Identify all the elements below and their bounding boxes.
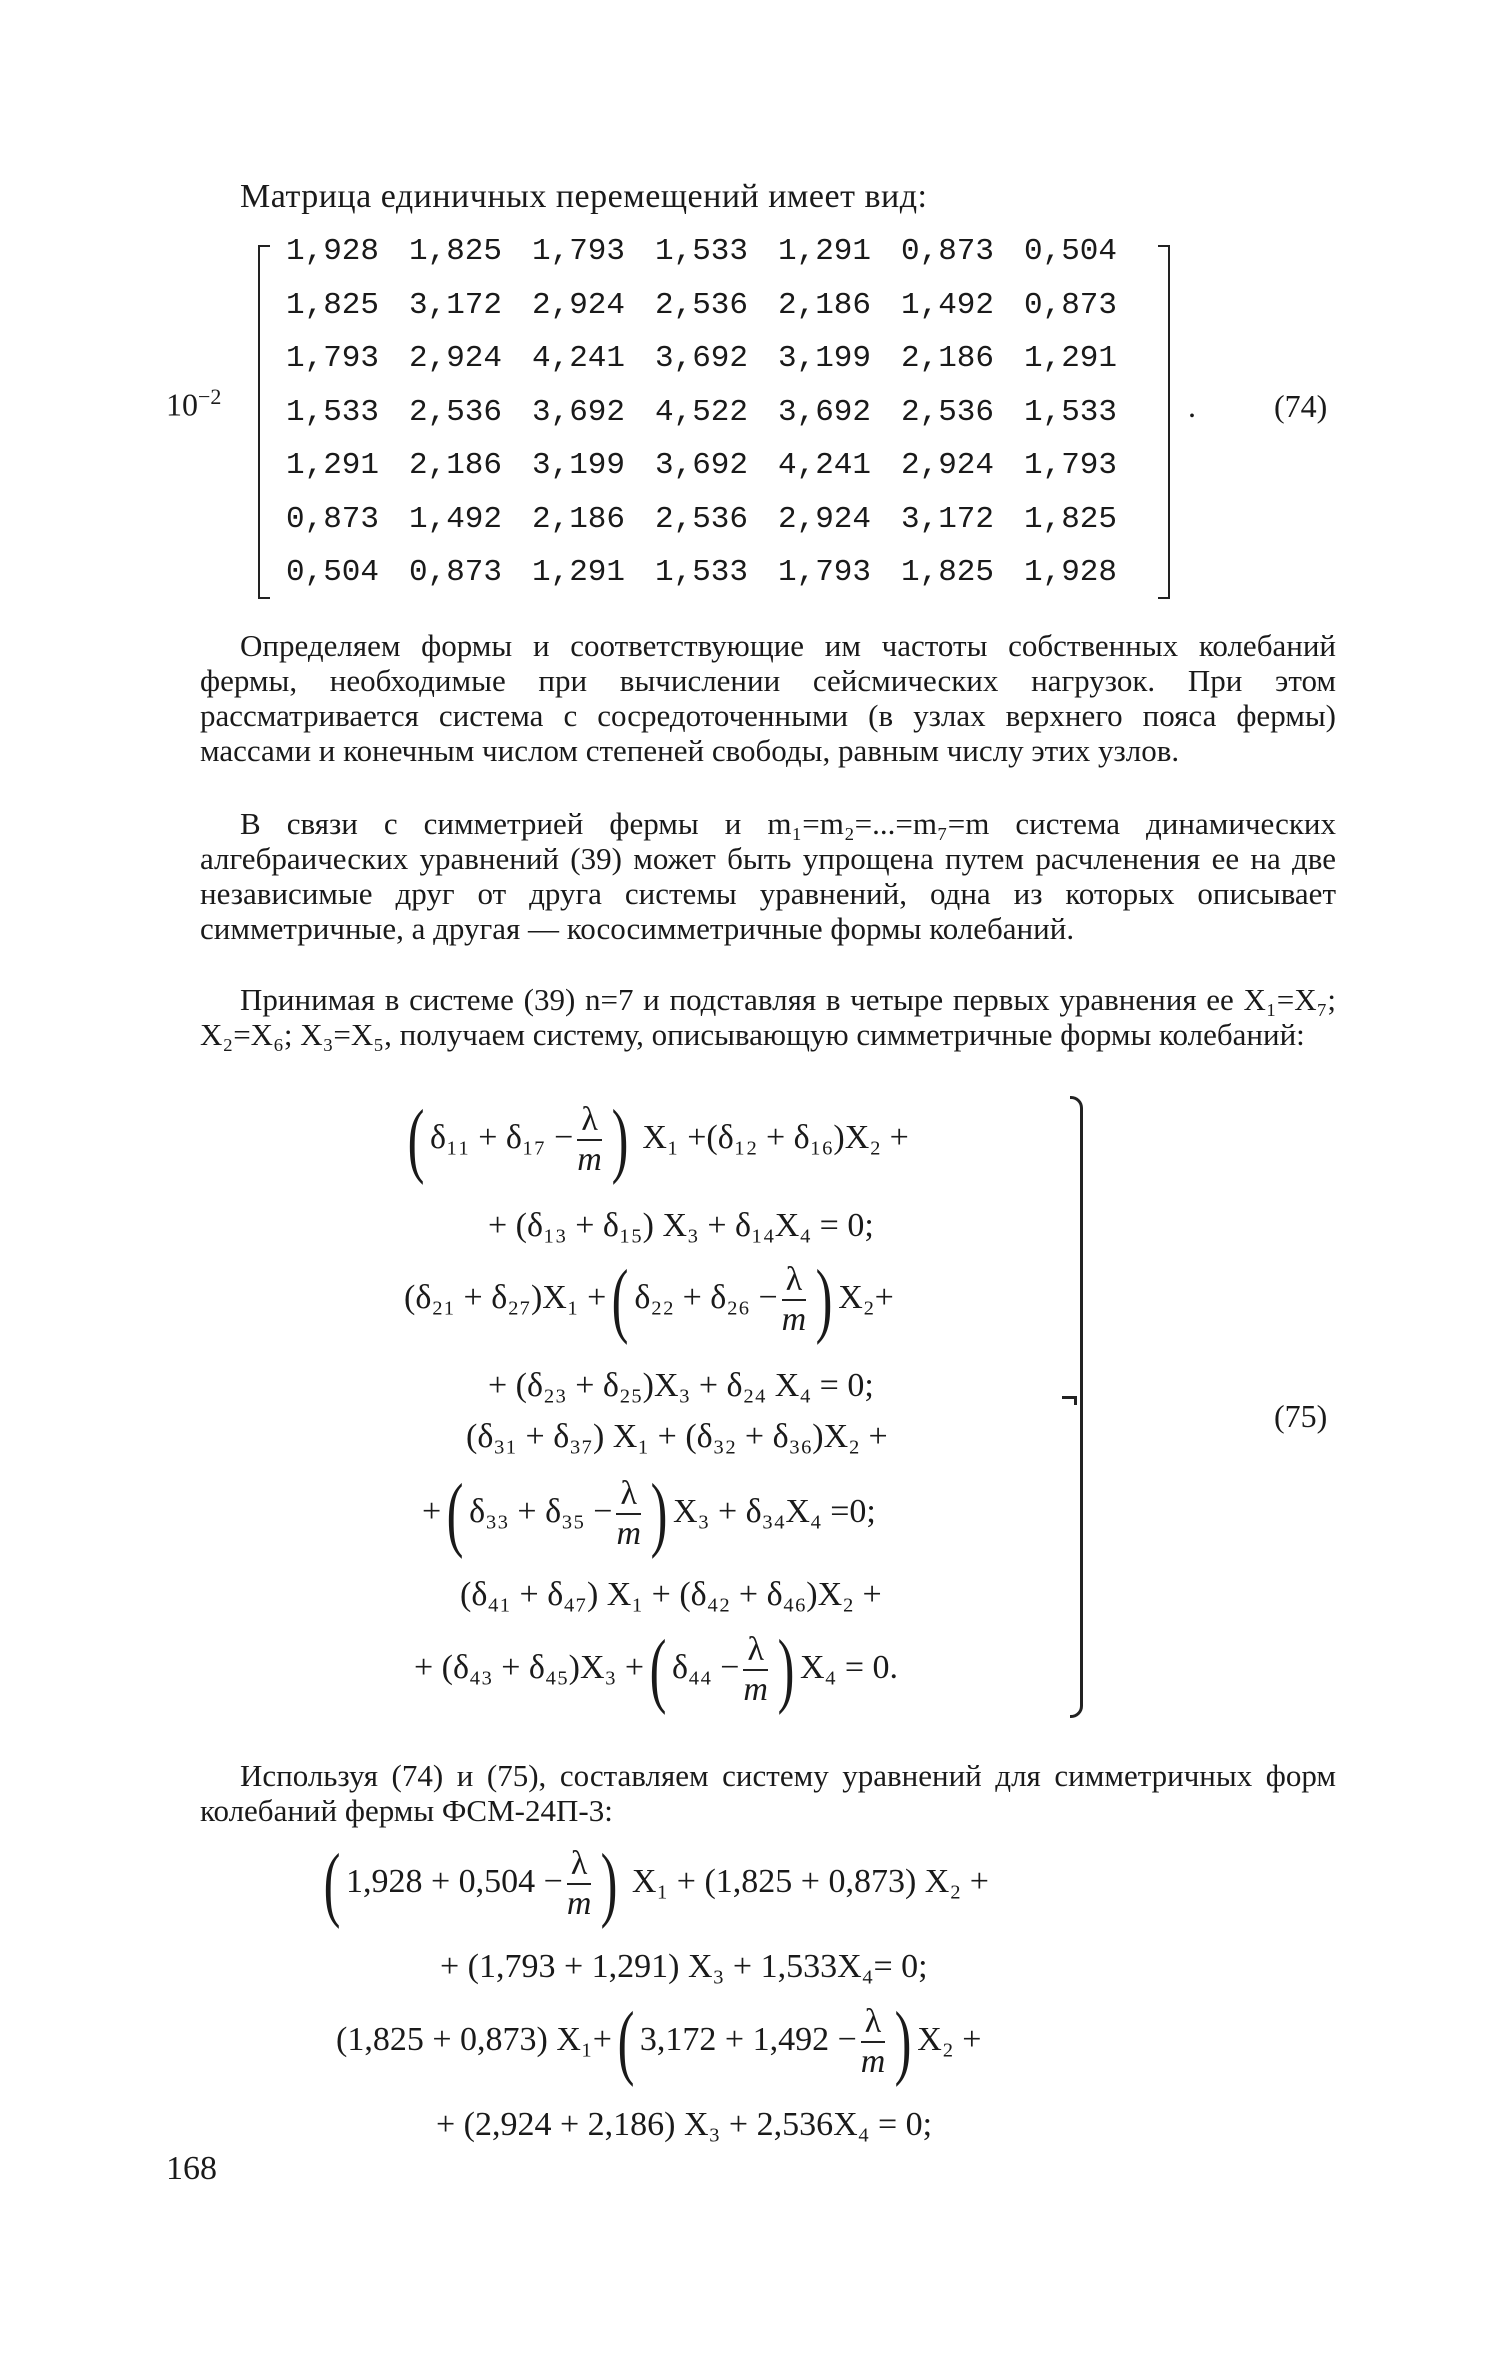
matrix-cell: 0,873 bbox=[1024, 287, 1118, 323]
final-eq-line-2: + (1,793 + 1,291) X₃ + 1,533X₄= 0; bbox=[440, 1948, 928, 1985]
unit-displacement-matrix bbox=[258, 225, 1170, 607]
paragraph-4-text: Используя (74) и (75), составляем систему уравнений для симметричных форм колебаний фермы ФСМ-24П-3: bbox=[200, 1758, 1336, 1828]
final-eq-line-3: (1,825 + 0,873) X₁+( 3,172 + 1,492 − $\frac{\lambda}{m}$ ) X₂ + bbox=[336, 1995, 982, 2088]
matrix-cell: 1,928 bbox=[1024, 555, 1118, 591]
matrix-right-bracket bbox=[1158, 245, 1170, 599]
matrix-cell: 2,924 bbox=[409, 341, 503, 377]
matrix-cell: 0,873 bbox=[409, 555, 503, 591]
final-eq-line-4: + (2,924 + 2,186) X₃ + 2,536X₄ = 0; bbox=[436, 2106, 933, 2143]
matrix-cell: 1,291 bbox=[286, 448, 380, 484]
matrix-cell: 3,692 bbox=[778, 394, 872, 430]
lambda-over-m: $\frac{\lambda}{m}$ bbox=[860, 2003, 886, 2080]
matrix-cell: 1,928 bbox=[286, 234, 380, 270]
matrix-cell: 1,533 bbox=[286, 394, 380, 430]
equation-number-75: (75) bbox=[1274, 1398, 1328, 1434]
lambda-over-m: $\frac{\lambda}{m}$ bbox=[616, 1475, 642, 1552]
equation-number-74: (74) bbox=[1274, 388, 1328, 424]
matrix-cell: 2,924 bbox=[901, 448, 995, 484]
eq75-line-2: + (δ₁₃ + δ₁₅) X₃ + δ₁₄X₄ = 0; bbox=[488, 1207, 874, 1244]
system-brace bbox=[1068, 1112, 1083, 1702]
lambda-over-m: $\frac{\lambda}{m}$ bbox=[577, 1101, 602, 1178]
matrix-cell: 2,924 bbox=[778, 501, 872, 537]
matrix-cell: 1,291 bbox=[532, 555, 626, 591]
matrix-cell: 3,199 bbox=[532, 448, 626, 484]
matrix-cell: 2,536 bbox=[901, 394, 995, 430]
lambda-over-m: $\frac{\lambda}{m}$ bbox=[743, 1631, 768, 1708]
matrix-cell: 1,825 bbox=[1024, 501, 1118, 537]
matrix-cell: 1,533 bbox=[1024, 394, 1118, 430]
eq75-line-7: (δ₄₁ + δ₄₇) X₁ + (δ₄₂ + δ₄₆)X₂ + bbox=[460, 1576, 882, 1613]
paragraph-3-text: Принимая в системе (39) n=7 и подставляя в четыре первых уравнения ее X₁=X₇; X₂=X₆; X₃=X₅, получаем систему, описывающую симметричные формы колебаний: bbox=[200, 982, 1336, 1052]
matrix-cell: 1,291 bbox=[1024, 341, 1118, 377]
eq75-line-5: (δ₃₁ + δ₃₇) X₁ + (δ₃₂ + δ₃₆)X₂ + bbox=[466, 1418, 888, 1455]
page-number: 168 bbox=[166, 2150, 217, 2187]
matrix-cell: 2,924 bbox=[532, 287, 626, 323]
matrix-cell: 1,793 bbox=[1024, 448, 1118, 484]
matrix-cell: 1,533 bbox=[655, 555, 749, 591]
matrix-cell: 3,692 bbox=[532, 394, 626, 430]
paragraph-3 bbox=[200, 982, 1336, 1052]
matrix-scale-exponent: −2 bbox=[198, 384, 222, 409]
matrix-cell: 0,873 bbox=[901, 234, 995, 270]
matrix-cell: 3,199 bbox=[778, 341, 872, 377]
paragraph-4 bbox=[200, 1758, 1336, 1828]
matrix-cell: 2,186 bbox=[778, 287, 872, 323]
matrix-cell: 4,522 bbox=[655, 394, 749, 430]
eq75-line-1: ( δ₁₁ + δ₁₇ − $\frac{\lambda}{m}$ ) X₁ +(δ₁₂ + δ₁₆)X₂ + bbox=[407, 1093, 909, 1186]
matrix-cell: 1,793 bbox=[532, 234, 626, 270]
eq75-line-3: (δ₂₁ + δ₂₇)X₁ +( δ₂₂ + δ₂₆ − $\frac{\lambda}{m}$ ) X₂+ bbox=[404, 1253, 894, 1346]
matrix-cell: 2,536 bbox=[655, 501, 749, 537]
matrix-scale-factor bbox=[166, 384, 221, 424]
matrix-cell: 1,492 bbox=[901, 287, 995, 323]
system-brace-tip bbox=[1062, 1396, 1077, 1405]
matrix-cell: 4,241 bbox=[778, 448, 872, 484]
matrix-cell: 4,241 bbox=[532, 341, 626, 377]
lambda-over-m: $\frac{\lambda}{m}$ bbox=[566, 1845, 592, 1922]
matrix-cell: 2,186 bbox=[532, 501, 626, 537]
matrix-scale-base: 10 bbox=[166, 386, 198, 423]
matrix-cell: 1,825 bbox=[409, 234, 503, 270]
final-eq-line-1: ( 1,928 + 0,504 − $\frac{\lambda}{m}$ ) X₁ + (1,825 + 0,873) X₂ + bbox=[323, 1837, 989, 1930]
matrix-cell: 1,291 bbox=[778, 234, 872, 270]
eq75-line-4: + (δ₂₃ + δ₂₅)X₃ + δ₂₄ X₄ = 0; bbox=[488, 1367, 874, 1404]
paragraph-2-text: В связи с симметрией фермы и m₁=m₂=...=m₇=m система динамических алгебраических уравнений (39) может быть упрощена путем расчленения ее на две независимые друг от друга системы уравнений, одна из которых описывает симметричные, а другая — кососимметричные формы колебаний. bbox=[200, 806, 1336, 946]
matrix-cell: 3,692 bbox=[655, 341, 749, 377]
matrix-cell: 2,536 bbox=[409, 394, 503, 430]
matrix-cell: 3,172 bbox=[409, 287, 503, 323]
eq75-line-6: +( δ₃₃ + δ₃₅ − $\frac{\lambda}{m}$ ) X₃ + δ₃₄X₄ =0; bbox=[422, 1467, 876, 1560]
matrix-cell: 0,873 bbox=[286, 501, 380, 537]
lambda-over-m: $\frac{\lambda}{m}$ bbox=[781, 1261, 807, 1338]
matrix-cell: 1,825 bbox=[901, 555, 995, 591]
matrix-cell: 0,504 bbox=[1024, 234, 1118, 270]
matrix-period: . bbox=[1188, 388, 1196, 424]
matrix-cell: 1,825 bbox=[286, 287, 380, 323]
matrix-cell: 1,793 bbox=[778, 555, 872, 591]
matrix-left-bracket bbox=[258, 245, 270, 599]
matrix-cell: 3,692 bbox=[655, 448, 749, 484]
paragraph-1-text: Определяем формы и соответствующие им частоты собственных колебаний фермы, необходимые при вычислении сейсмических нагрузок. При этом рассматривается система с сосредоточенными (в узлах верхнего пояса фермы) массами и конечным числом степеней свободы, равным числу этих узлов. bbox=[200, 628, 1336, 768]
matrix-cell: 2,186 bbox=[409, 448, 503, 484]
intro-text: Матрица единичных перемещений имеет вид: bbox=[240, 178, 928, 215]
matrix-cell: 2,536 bbox=[655, 287, 749, 323]
matrix-cell: 3,172 bbox=[901, 501, 995, 537]
matrix-cell: 0,504 bbox=[286, 555, 380, 591]
matrix-cell: 1,533 bbox=[655, 234, 749, 270]
matrix-cell: 1,793 bbox=[286, 341, 380, 377]
matrix-cell: 2,186 bbox=[901, 341, 995, 377]
paragraph-2 bbox=[200, 806, 1336, 946]
paragraph-1 bbox=[200, 628, 1336, 768]
eq75-line-8: + (δ₄₃ + δ₄₅)X₃ +( δ₄₄ − $\frac{\lambda}{m}$ ) X₄ = 0. bbox=[414, 1623, 899, 1716]
matrix-grid bbox=[286, 225, 1146, 600]
matrix-cell: 1,492 bbox=[409, 501, 503, 537]
